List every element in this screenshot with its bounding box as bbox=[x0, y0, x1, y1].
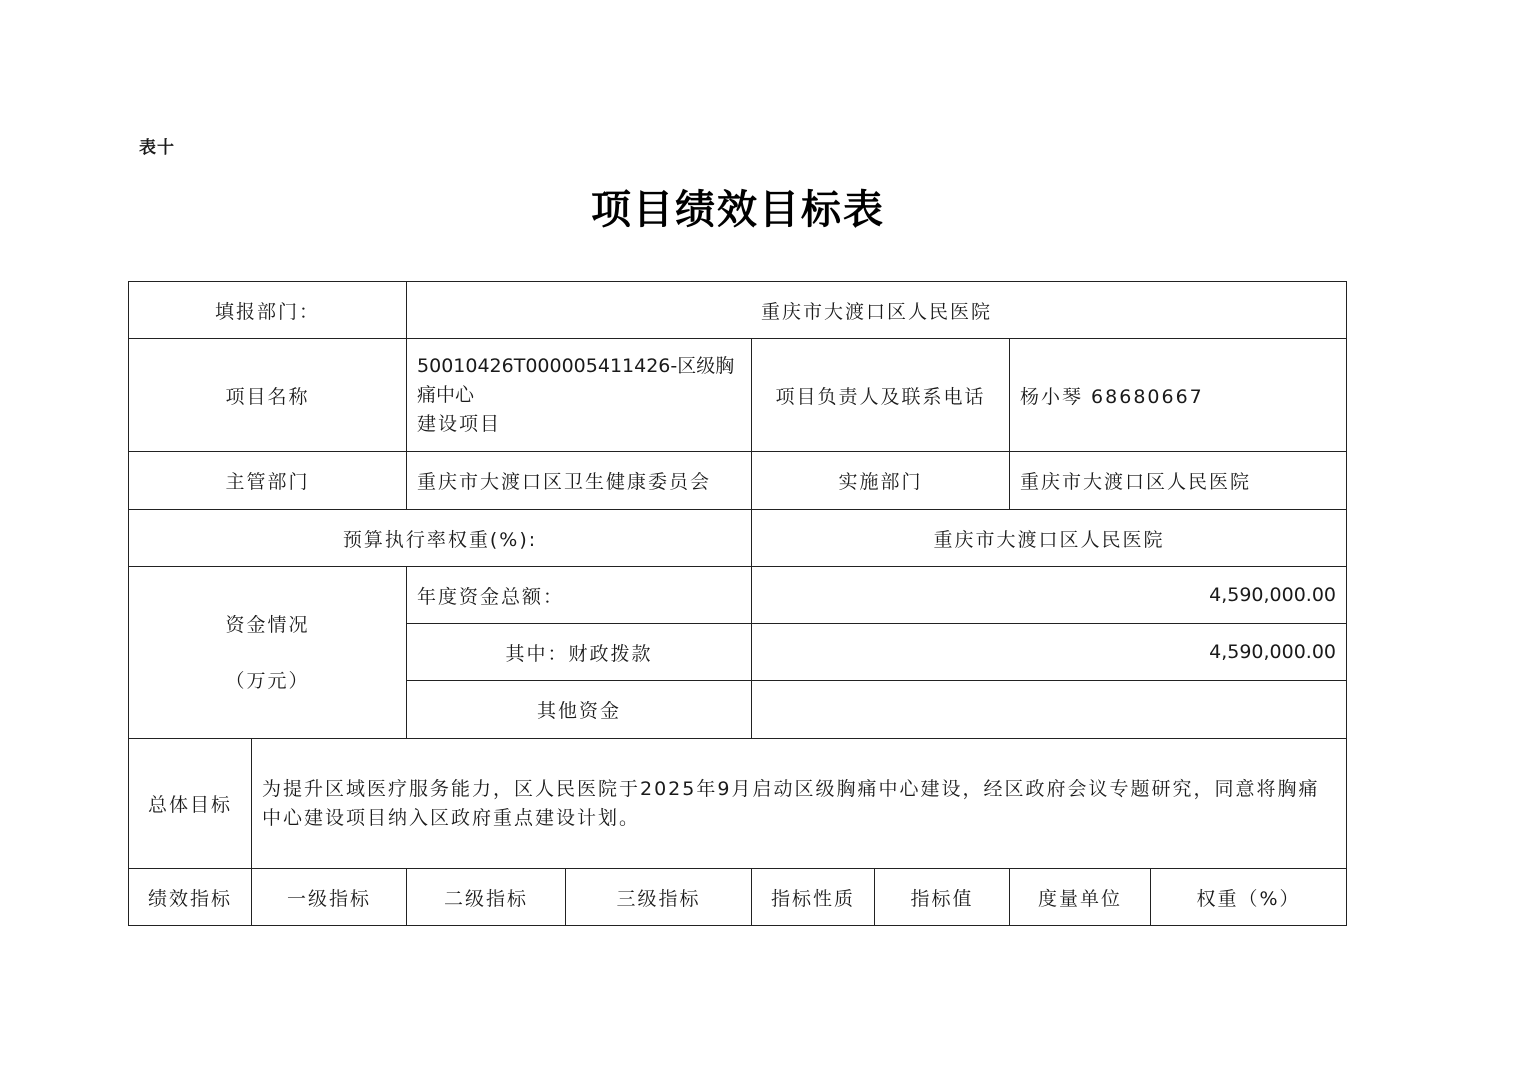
row-overall-goal bbox=[129, 739, 1347, 869]
impl-dept-value: 重庆市大渡口区人民医院 bbox=[1010, 452, 1347, 510]
page-title: 项目绩效目标表 bbox=[591, 186, 885, 233]
impl-dept-label: 实施部门 bbox=[752, 452, 1010, 510]
other-funds-value bbox=[752, 681, 1347, 739]
measure-unit-header: 度量单位 bbox=[1010, 869, 1151, 926]
indicator-value-header: 指标值 bbox=[875, 869, 1010, 926]
indicator-nature-header: 指标性质 bbox=[752, 869, 875, 926]
performance-goal-table bbox=[128, 281, 1347, 926]
manager-label: 项目负责人及联系电话 bbox=[752, 339, 1010, 452]
funds-label-line2: （万元） bbox=[225, 669, 310, 692]
budget-rate-label: 预算执行率权重(%): bbox=[129, 510, 752, 567]
level3-indicator-header: 三级指标 bbox=[566, 869, 752, 926]
funds-label bbox=[129, 567, 407, 739]
project-name-value bbox=[407, 339, 752, 452]
fiscal-label: 其中：财政拨款 bbox=[407, 624, 752, 681]
row-indicator-header bbox=[129, 869, 1347, 926]
supervisor-label: 主管部门 bbox=[129, 452, 407, 510]
annual-total-label: 年度资金总额： bbox=[407, 567, 752, 624]
fiscal-value: 4,590,000.00 bbox=[752, 624, 1347, 681]
supervisor-value: 重庆市大渡口区卫生健康委员会 bbox=[407, 452, 752, 510]
project-name-line2: 建设项目 bbox=[417, 412, 502, 435]
budget-rate-value: 重庆市大渡口区人民医院 bbox=[752, 510, 1347, 567]
level2-indicator-header: 二级指标 bbox=[407, 869, 566, 926]
perf-indicator-header: 绩效指标 bbox=[129, 869, 252, 926]
reporting-dept-value: 重庆市大渡口区人民医院 bbox=[407, 282, 1347, 339]
project-name-line1: 50010426T000005411426-区级胸痛中心 bbox=[417, 354, 735, 406]
row-reporting-dept bbox=[129, 282, 1347, 339]
project-name-label: 项目名称 bbox=[129, 339, 407, 452]
overall-goal-text: 为提升区域医疗服务能力，区人民医院于2025年9月启动区级胸痛中心建设，经区政府会议专题研究，同意将胸痛中心建设项目纳入区政府重点建设计划。 bbox=[252, 739, 1347, 869]
row-budget-rate bbox=[129, 510, 1347, 567]
level1-indicator-header: 一级指标 bbox=[252, 869, 407, 926]
row-project-name bbox=[129, 339, 1347, 452]
overall-goal-label: 总体目标 bbox=[129, 739, 252, 869]
funds-label-line1: 资金情况 bbox=[225, 613, 310, 636]
weight-header: 权重（%） bbox=[1151, 869, 1347, 926]
row-annual-total bbox=[129, 567, 1347, 624]
reporting-dept-label: 填报部门： bbox=[129, 282, 407, 339]
table-number-tag: 表十 bbox=[139, 138, 175, 158]
annual-total-value: 4,590,000.00 bbox=[752, 567, 1347, 624]
other-funds-label: 其他资金 bbox=[407, 681, 752, 739]
manager-value: 杨小琴 68680667 bbox=[1010, 339, 1347, 452]
row-departments bbox=[129, 452, 1347, 510]
